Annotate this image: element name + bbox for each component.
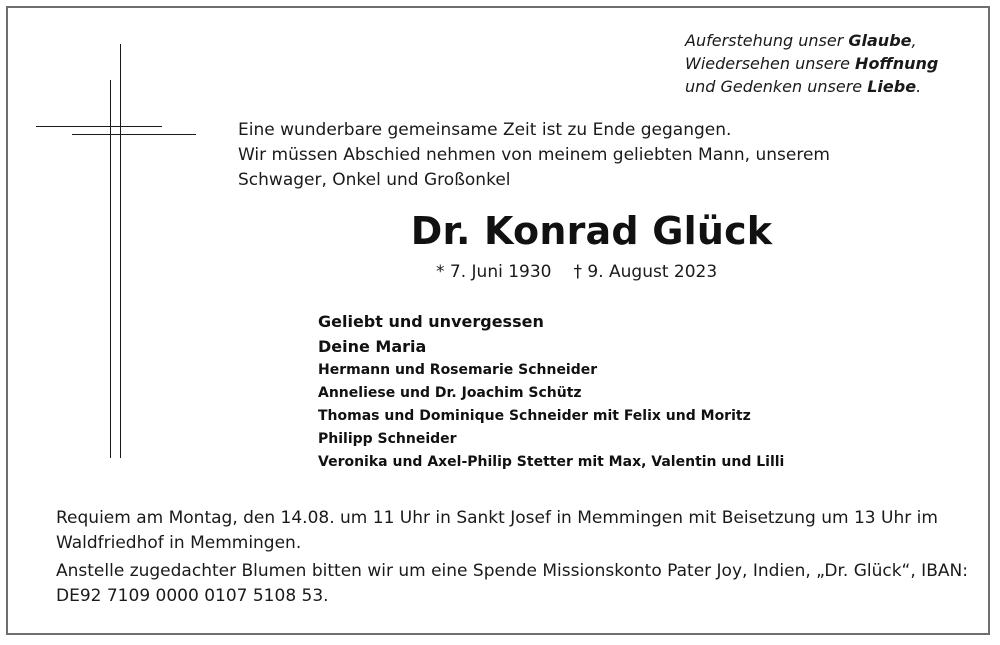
quote-word-hoffnung: Hoffnung — [855, 54, 939, 73]
mourners-list — [318, 309, 958, 474]
mourner-row: Anneliese und Dr. Joachim Schütz — [318, 385, 582, 401]
quote-line-2-text: Wiedersehen unsere — [685, 54, 856, 73]
mourner-row: Philipp Schneider — [318, 431, 457, 447]
quote-line-1-text: Auferstehung unser — [685, 31, 849, 50]
mourner-row: Hermann und Rosemarie Schneider — [318, 362, 598, 378]
cross-horizontal-bottom — [72, 134, 196, 135]
service-info — [56, 506, 976, 609]
quote-line-3-text: und Gedenken unsere — [685, 77, 868, 96]
quote-line-2 — [685, 52, 985, 75]
requiem-text: Requiem am Montag, den 14.08. um 11 Uhr in Sankt Josef in Memmingen mit Beisetzung um 13 Uhr im Waldfriedhof in Memmingen. — [56, 508, 938, 553]
quote-line-3-end: . — [916, 77, 922, 96]
mourners-lead-1: Geliebt und unvergessen — [318, 312, 544, 331]
deceased-name: Dr. Konrad Glück — [410, 209, 773, 253]
birth-date: * 7. Juni 1930 — [436, 262, 552, 282]
quote-line-1 — [685, 29, 985, 52]
intro-line-1: Eine wunderbare gemeinsame Zeit ist zu Ende gegangen. — [238, 120, 732, 140]
mourner-row: Veronika und Axel-Philip Stetter mit Max, Valentin und Lilli — [318, 454, 785, 470]
epigraph-quote — [685, 29, 985, 98]
intro-text — [238, 118, 958, 193]
life-dates — [436, 262, 717, 282]
quote-word-liebe: Liebe — [867, 77, 917, 96]
donation-text: Anstelle zugedachter Blumen bitten wir um eine Spende Missionskonto Pater Joy, Indien, „Dr. Glück“, IBAN: DE92 7109 0000 0107 5108 53. — [56, 561, 968, 606]
quote-line-3 — [685, 75, 985, 98]
mourners-lead-2: Deine Maria — [318, 337, 427, 356]
mourner-row: Thomas und Dominique Schneider mit Felix und Moritz — [318, 408, 751, 424]
intro-line-3: Schwager, Onkel und Großonkel — [238, 170, 511, 190]
cross-vertical-left — [110, 80, 111, 458]
quote-word-glaube: Glaube — [848, 31, 912, 50]
death-date: † 9. August 2023 — [573, 262, 718, 282]
intro-line-2: Wir müssen Abschied nehmen von meinem geliebten Mann, unserem — [238, 145, 830, 165]
quote-line-1-end: , — [911, 31, 917, 50]
cross-horizontal-top — [36, 126, 162, 127]
